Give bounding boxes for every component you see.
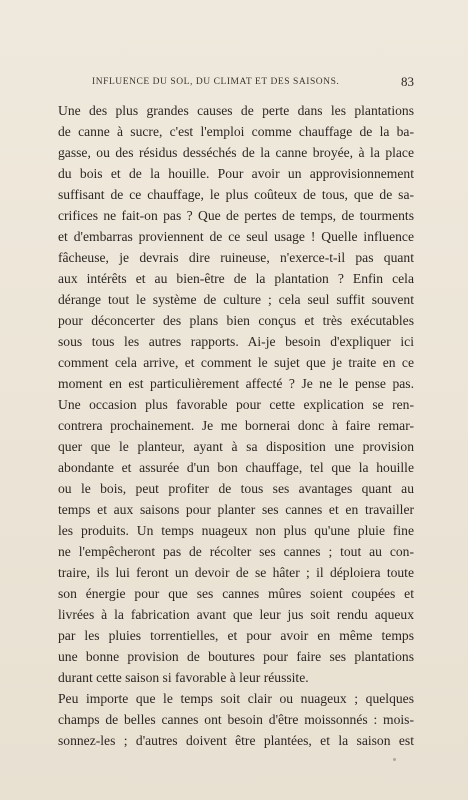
text-line: ou le bois, peut profiter de tous ses avantages quant au: [58, 481, 414, 496]
text-line: pour déconcerter des plans bien conçus et très exécutables: [58, 313, 414, 328]
text-line: ne l'empêcheront pas de récolter ses cannes ; tout au con-: [58, 544, 414, 559]
text-line: champs de belles cannes ont besoin d'être moissonnés : mois-: [58, 712, 414, 727]
text-line: Peu importe que le temps soit clair ou nuageux ; quelques: [58, 691, 414, 706]
text-line: comment cela arrive, et comment le sujet que je traite en ce: [58, 355, 414, 370]
running-title: INFLUENCE DU SOL, DU CLIMAT ET DES SAISONS.: [92, 77, 340, 87]
text-line: durant cette saison si favorable à leur réussite.: [58, 670, 309, 685]
text-line: gasse, ou des résidus desséchés de la canne broyée, à la place: [58, 145, 414, 160]
text-line: et d'embarras proviennent de ce seul usage ! Quelle influence: [58, 229, 414, 244]
text-line: par les pluies torrentielles, et pour avoir en même temps: [58, 628, 414, 643]
page-number: 83: [401, 74, 414, 89]
text-line: sonnez-les ; d'autres doivent être plantées, et la saison est: [58, 733, 414, 748]
text-line: une bonne provision de boutures pour faire ses plantations: [58, 649, 414, 664]
text-line: temps et aux saisons pour planter ses cannes et en travailler: [58, 502, 414, 517]
text-line: quer que le planteur, ayant à sa disposition une provision: [58, 439, 414, 454]
text-line: fâcheuse, je devrais dire ruineuse, n'exerce-t-il pas quant: [58, 250, 414, 265]
page-header: [92, 74, 414, 92]
text-line: dérange tout le système de culture ; cela seul suffit souvent: [58, 292, 414, 307]
text-line: abondante et assurée d'un bon chauffage, tel que la houille: [58, 460, 414, 475]
text-line: contrera prochainement. Je me bornerai donc à faire remar-: [58, 418, 414, 433]
text-line: livrées à la fabrication avant que leur jus soit rendu aqueux: [58, 607, 414, 622]
text-line: les produits. Un temps nuageux non plus qu'une pluie fine: [58, 523, 414, 538]
text-line: son énergie pour que ses cannes mûres soient coupées et: [58, 586, 414, 601]
text-line: suffisant de ce chauffage, le plus coûteux de tous, que de sa-: [58, 187, 414, 202]
text-line: moment en est particulièrement affecté ? Je ne le pense pas.: [58, 376, 414, 391]
paper-speck: [393, 758, 396, 761]
body-text: [58, 100, 414, 751]
text-line: traire, ils lui feront un devoir de se hâter ; il déploiera toute: [58, 565, 414, 580]
text-line: aux intérêts et au bien-être de la plantation ? Enfin cela: [58, 271, 414, 286]
text-line: de canne à sucre, c'est l'emploi comme chauffage de la ba-: [58, 124, 414, 139]
text-line: Une des plus grandes causes de perte dans les plantations: [58, 103, 414, 118]
text-line: Une occasion plus favorable pour cette explication se ren-: [58, 397, 414, 412]
text-line: crifices ne fait-on pas ? Que de pertes de temps, de tourments: [58, 208, 414, 223]
text-line: sous tous les autres rapports. Ai-je besoin d'expliquer ici: [58, 334, 414, 349]
text-line: du bois et de la houille. Pour avoir un approvisionnement: [58, 166, 414, 181]
